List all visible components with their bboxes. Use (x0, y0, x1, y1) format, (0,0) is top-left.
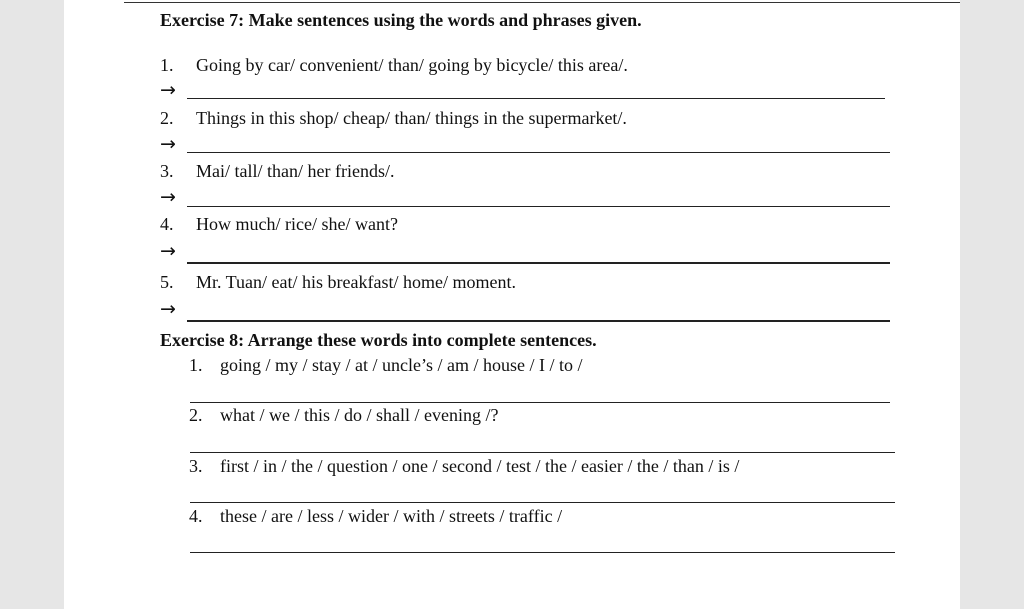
exercise-7-title: Exercise 7: Make sentences using the words and phrases given. (160, 10, 642, 30)
ex7-item-5-answer-line[interactable] (187, 320, 890, 322)
ex7-item-5-arrow-icon: → (160, 298, 176, 320)
ex7-item-1-number: 1. (160, 55, 174, 75)
ex7-item-1-arrow-icon: → (160, 79, 176, 101)
ex7-item-4-answer-line[interactable] (187, 262, 890, 264)
ex8-item-2-answer-line[interactable] (190, 452, 895, 453)
exercise-8-title: Exercise 8: Arrange these words into complete sentences. (160, 330, 597, 350)
ex7-item-1-text: Going by car/ convenient/ than/ going by bicycle/ this area/. (196, 55, 628, 75)
top-divider (124, 2, 960, 3)
ex7-item-1-answer-line[interactable] (187, 98, 885, 99)
ex7-item-5-text: Mr. Tuan/ eat/ his breakfast/ home/ moment. (196, 272, 516, 292)
ex7-item-4-number: 4. (160, 214, 174, 234)
ex7-item-3-arrow-icon: → (160, 186, 176, 208)
ex7-item-3-text: Mai/ tall/ than/ her friends/. (196, 161, 395, 181)
ex8-item-3-text: first / in / the / question / one / second / test / the / easier / the / than / is / (220, 456, 740, 476)
ex8-item-1-answer-line[interactable] (190, 402, 890, 403)
ex8-item-4-number: 4. (189, 506, 203, 526)
ex7-item-5-number: 5. (160, 272, 174, 292)
ex8-item-3-number: 3. (189, 456, 203, 476)
ex8-item-2-text: what / we / this / do / shall / evening /? (220, 405, 499, 425)
ex8-item-4-answer-line[interactable] (190, 552, 895, 553)
ex7-item-4-text: How much/ rice/ she/ want? (196, 214, 398, 234)
ex7-item-4-arrow-icon: → (160, 240, 176, 262)
ex7-item-2-answer-line[interactable] (187, 152, 890, 153)
worksheet-page (64, 0, 960, 609)
ex8-item-3-answer-line[interactable] (190, 502, 895, 503)
ex7-item-3-answer-line[interactable] (187, 206, 890, 207)
ex8-item-4-text: these / are / less / wider / with / streets / traffic / (220, 506, 563, 526)
ex7-item-2-number: 2. (160, 108, 174, 128)
ex8-item-1-text: going / my / stay / at / uncle’s / am / house / I / to / (220, 355, 583, 375)
ex7-item-2-text: Things in this shop/ cheap/ than/ things in the supermarket/. (196, 108, 627, 128)
ex8-item-2-number: 2. (189, 405, 203, 425)
ex7-item-2-arrow-icon: → (160, 133, 176, 155)
ex7-item-3-number: 3. (160, 161, 174, 181)
ex8-item-1-number: 1. (189, 355, 203, 375)
